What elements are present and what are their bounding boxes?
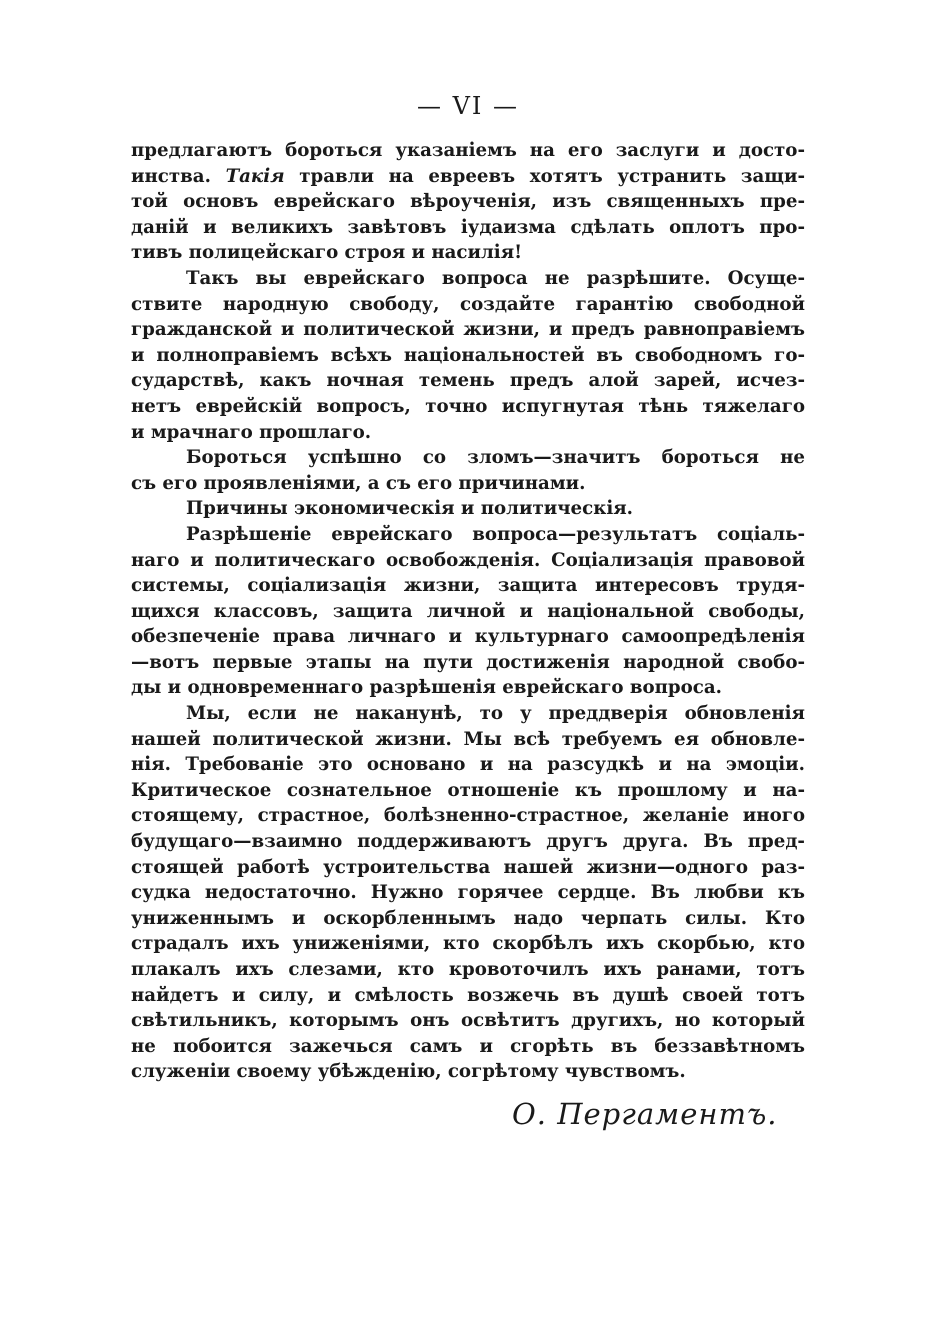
text-line: служеніи своему убѣжденію, согрѣтому чувствомъ.	[131, 1061, 686, 1083]
text-line: Бороться успѣшно со зломъ—значитъ бороться не	[186, 447, 805, 469]
text-line: ды и одновременнаго разрѣшенія еврейскаго вопроса.	[131, 677, 722, 699]
body-text	[131, 138, 805, 1085]
text-line: будущаго—взаимно поддерживаютъ другъ друга. Въ пред-	[131, 831, 805, 853]
text-line: стоящей работѣ устроительства нашей жизни—одного раз-	[131, 856, 805, 878]
text-line: судка недостаточно. Нужно горячее сердце. Въ любви къ	[131, 882, 805, 904]
emphasized-word: Такія	[225, 165, 285, 187]
text-line: сударствѣ, какъ ночная темень предъ алой зарей, исчез-	[131, 370, 805, 392]
text-line: даній и великихъ завѣтовъ іудаизма сдѣлать оплотъ про-	[131, 216, 805, 238]
text-line: стоящему, страстное, болѣзненно-страстное, желаніе иного	[131, 805, 805, 827]
text-line: предлагаютъ бороться указаніемъ на его заслуги и досто-	[131, 140, 805, 161]
text-line: и мрачнаго прошлаго.	[131, 421, 372, 443]
text-line: гражданской и политической жизни, и предъ равноправіемъ	[131, 319, 805, 341]
text-line-rest: травли на евреевъ хотятъ устранить защи-	[284, 165, 805, 187]
text-line: Мы, если не наканунѣ, то у преддверія обновленія	[186, 703, 805, 725]
page-number: — VI —	[416, 92, 520, 120]
text-line: тивъ полицейскаго строя и насилія!	[131, 242, 523, 264]
text-line: униженнымъ и оскорбленнымъ надо черпать силы. Кто	[131, 907, 805, 929]
text-line-prefix: инства.	[131, 165, 226, 187]
text-line: Разрѣшеніе еврейскаго вопроса—результатъ соціаль-	[186, 523, 805, 545]
text-line: не побоится зажечься самъ и сгорѣть въ беззавѣтномъ	[131, 1035, 805, 1057]
text-line: той основъ еврейскаго вѣроученія, изъ священныхъ пре-	[131, 191, 805, 213]
text-line: системы, соціализація жизни, защита интересовъ трудя-	[131, 575, 805, 597]
text-line: наго и политическаго освобожденія. Соціализація правовой	[131, 549, 805, 571]
text-line: нія. Требованіе это основано и на разсудкѣ и на эмоціи.	[131, 754, 805, 776]
text-line: страдалъ ихъ униженіями, кто скорбѣлъ ихъ скорбью, кто	[131, 933, 805, 955]
author-signature: О. Пергаментъ.	[512, 1097, 778, 1131]
text-line: ствите народную свободу, создайте гарантію свободной	[131, 293, 805, 315]
text-line: нашей политической жизни. Мы всѣ требуемъ ея обновле-	[131, 728, 805, 750]
text-line: Причины экономическія и политическія.	[186, 498, 634, 520]
text-line: свѣтильникъ, которымъ онъ освѣтитъ другихъ, но который	[131, 1010, 805, 1032]
text-line: —вотъ первые этапы на пути достиженія народной свобо-	[131, 651, 805, 673]
text-line: щихся классовъ, защита личной и національной свободы,	[131, 600, 805, 622]
text-line: Критическое сознательное отношеніе къ прошлому и на-	[131, 779, 805, 801]
text-line: обезпеченіе права личнаго и культурнаго самоопредѣленія	[131, 626, 805, 648]
text-line	[131, 164, 805, 190]
text-line: и полноправіемъ всѣхъ національностей въ свободномъ го-	[131, 344, 805, 366]
text-line: съ его проявленіями, а съ его причинами.	[131, 472, 586, 494]
text-line: нетъ еврейскій вопросъ, точно испугнутая тѣнь тяжелаго	[131, 395, 805, 417]
text-line: Такъ вы еврейскаго вопроса не разрѣшите. Осуще-	[186, 267, 805, 289]
text-line: найдетъ и силу, и смѣлость возжечь въ душѣ своей тотъ	[131, 984, 805, 1006]
text-line: плакалъ ихъ слезами, кто кровоточилъ ихъ ранами, тотъ	[131, 959, 805, 980]
